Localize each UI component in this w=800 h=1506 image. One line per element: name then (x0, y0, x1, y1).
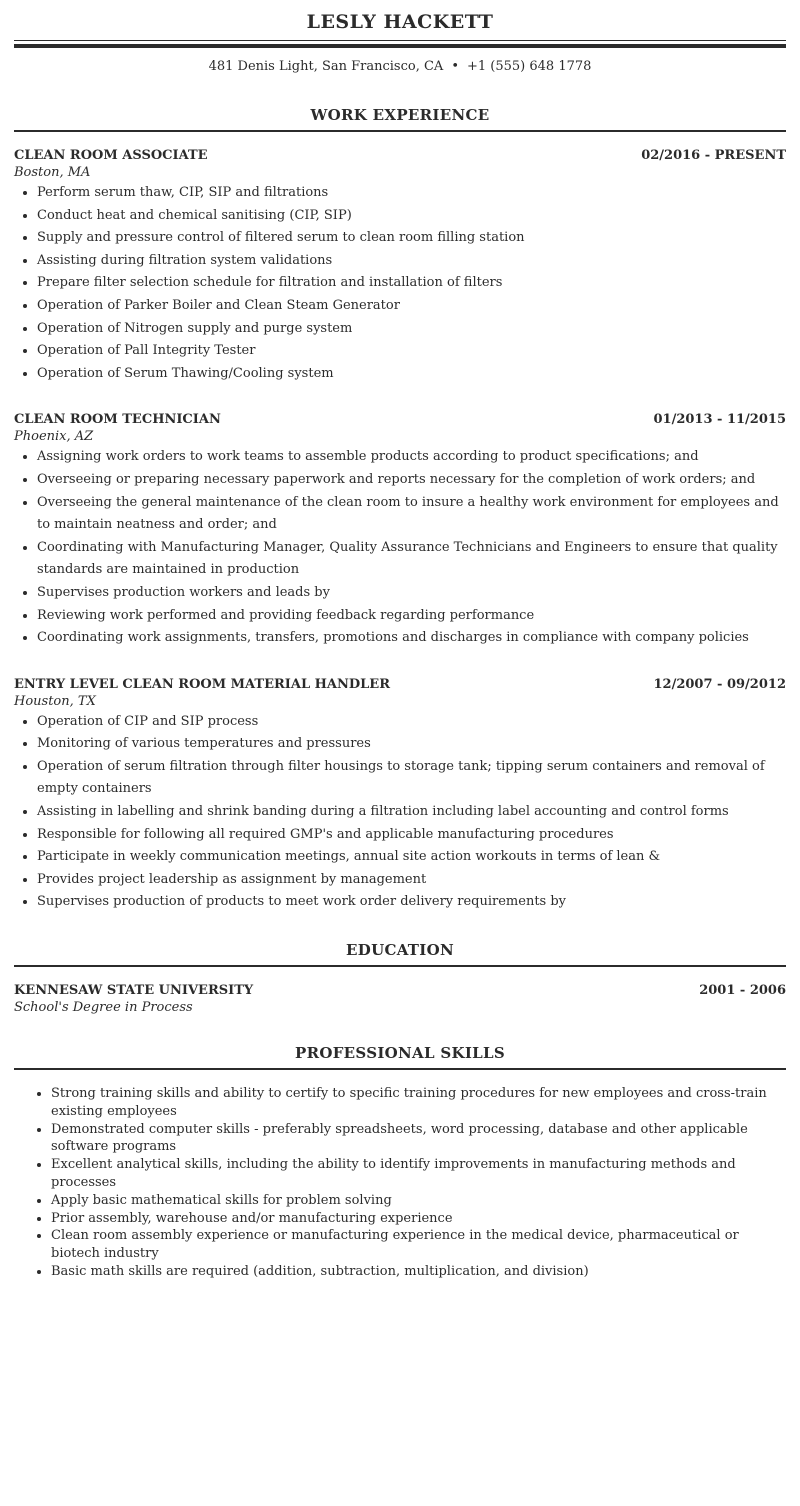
list-item: • Operation of Nitrogen supply and purge system (37, 318, 786, 341)
list-item: • Operation of serum filtration through filter housings to storage tank; tipping serum containers and removal of empty containers (37, 756, 786, 801)
education-section (14, 941, 786, 1017)
section-title-education: EDUCATION (346, 941, 454, 960)
list-item: • Supply and pressure control of filtered serum to clean room filling station (37, 227, 786, 250)
education-dates: 2001 - 2006 (699, 983, 786, 999)
skills-section (14, 1044, 786, 1281)
school-name: KENNESAW STATE UNIVERSITY (14, 983, 254, 999)
list-item: • Reviewing work performed and providing feedback regarding performance (37, 605, 786, 628)
list-item: • Operation of Serum Thawing/Cooling system (37, 363, 786, 386)
list-item: • Supervises production of products to meet work order delivery requirements by (37, 891, 786, 914)
job-dates: 01/2013 - 11/2015 (653, 412, 786, 428)
section-title-skills: PROFESSIONAL SKILLS (295, 1044, 505, 1063)
header-thick-rule (14, 44, 786, 48)
job-bullets (14, 446, 786, 649)
list-item: • Prior assembly, warehouse and/or manufacturing experience (51, 1210, 786, 1228)
address: 481 Denis Light, San Francisco, CA (208, 59, 444, 74)
list-item: • Assisting during filtration system validations (37, 250, 786, 273)
list-item: • Assigning work orders to work teams to assemble products according to product specifications; and (37, 446, 786, 469)
job-entry (14, 677, 786, 914)
section-rule (14, 130, 786, 132)
job-location: Boston, MA (14, 165, 91, 180)
job-dates: 02/2016 - PRESENT (641, 148, 786, 163)
phone: +1 (555) 648 1778 (466, 59, 592, 74)
list-item: • Prepare filter selection schedule for filtration and installation of filters (37, 272, 786, 295)
job-title: CLEAN ROOM TECHNICIAN (14, 412, 221, 428)
list-item: • Overseeing or preparing necessary paperwork and reports necessary for the completion of work orders; and (37, 469, 786, 492)
list-item: • Excellent analytical skills, including the ability to identify improvements in manufacturing methods and processes (51, 1156, 786, 1192)
job-entry (14, 148, 786, 385)
list-item: • Conduct heat and chemical sanitising (CIP, SIP) (37, 205, 786, 228)
list-item: • Coordinating with Manufacturing Manager, Quality Assurance Technicians and Engineers to ensure that quality standards are maintained in production (37, 537, 786, 582)
list-item: • Assisting in labelling and shrink banding during a filtration including label accounting and control forms (37, 801, 786, 824)
job-location: Houston, TX (14, 693, 96, 709)
section-rule (14, 1068, 786, 1070)
section-rule (14, 965, 786, 967)
list-item: • Monitoring of various temperatures and pressures (37, 733, 786, 756)
list-item: • Overseeing the general maintenance of the clean room to insure a healthy work environment for employees and to maintain neatness and order; and (37, 492, 786, 537)
job-location: Phoenix, AZ (14, 429, 94, 445)
list-item: • Operation of Parker Boiler and Clean Steam Generator (37, 295, 786, 318)
degree: School's Degree in Process (14, 1000, 193, 1016)
list-item: • Participate in weekly communication meetings, annual site action workouts in terms of lean & (37, 846, 786, 869)
job-title: CLEAN ROOM ASSOCIATE (14, 148, 208, 163)
list-item: • Perform serum thaw, CIP, SIP and filtrations (37, 182, 786, 205)
candidate-name: LESLY HACKETT (306, 11, 494, 33)
header-thin-rule (14, 40, 786, 41)
list-item: • Apply basic mathematical skills for problem solving (51, 1192, 786, 1210)
job-entry (14, 412, 786, 649)
list-item: • Responsible for following all required GMP's and applicable manufacturing procedures (37, 824, 786, 847)
job-bullets (14, 182, 786, 385)
list-item: • Coordinating work assignments, transfers, promotions and discharges in compliance with company policies (37, 627, 786, 650)
list-item: • Clean room assembly experience or manufacturing experience in the medical device, pharmaceutical or biotech industry (51, 1227, 786, 1263)
contact-line (14, 58, 786, 76)
job-bullets (14, 711, 786, 914)
list-item: • Operation of CIP and SIP process (37, 711, 786, 734)
list-item: • Demonstrated computer skills - preferably spreadsheets, word processing, database and other applicable software programs (51, 1121, 786, 1157)
job-dates: 12/2007 - 09/2012 (653, 676, 786, 692)
contact-separator: • (451, 59, 459, 74)
list-item: • Basic math skills are required (addition, subtraction, multiplication, and division) (51, 1263, 786, 1281)
section-title-work: WORK EXPERIENCE (310, 106, 490, 124)
list-item: • Operation of Pall Integrity Tester (37, 340, 786, 363)
work-experience-section (14, 106, 786, 914)
job-title: ENTRY LEVEL CLEAN ROOM MATERIAL HANDLER (14, 676, 391, 692)
list-item: • Provides project leadership as assignment by management (37, 869, 786, 892)
list-item: • Strong training skills and ability to certify to specific training procedures for new employees and cross-train existing employees (51, 1085, 786, 1121)
skills-list (14, 1085, 786, 1281)
education-entry (14, 983, 786, 1017)
list-item: • Supervises production workers and leads by (37, 582, 786, 605)
